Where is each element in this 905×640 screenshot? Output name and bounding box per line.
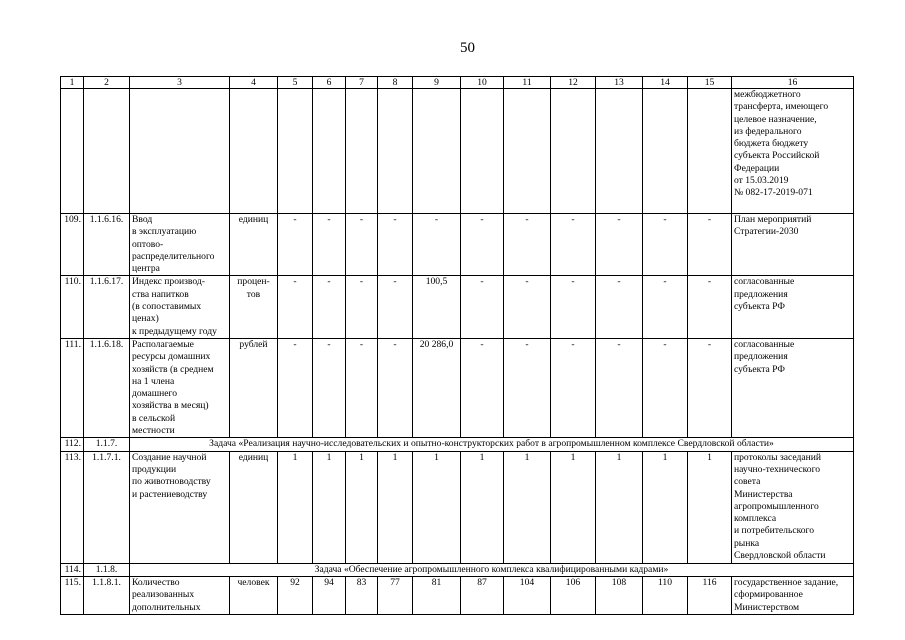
row-number: 111. <box>61 338 84 437</box>
row-value: - <box>378 214 413 276</box>
row-number: 112. <box>61 438 84 451</box>
row-value: 81 <box>413 576 461 614</box>
row-value: - <box>596 276 643 338</box>
row-value: 110 <box>643 576 688 614</box>
row-name: Индекс производ- ства напитков (в сопоставимых ценах) к предыдущему году <box>130 276 230 338</box>
row-value: 1 <box>596 451 643 563</box>
table-row <box>61 89 854 214</box>
row-value: 1 <box>504 451 551 563</box>
row-unit: человек <box>230 576 278 614</box>
column-header-row <box>61 77 854 89</box>
row-value: - <box>461 214 504 276</box>
row-value: - <box>688 338 732 437</box>
column-header: 3 <box>130 77 230 89</box>
table-row <box>61 338 854 437</box>
row-note: межбюджетного трансферта, имеющего целевое назначение, из федерального бюджета бюджету субъекта Российской Федерации от 15.03.2019 № 082-17-2019-071 <box>732 89 854 214</box>
row-value: - <box>461 338 504 437</box>
row-value: 116 <box>688 576 732 614</box>
row-value: - <box>643 214 688 276</box>
row-value: - <box>504 276 551 338</box>
table-row <box>61 451 854 563</box>
row-number: 110. <box>61 276 84 338</box>
row-code: 1.1.8.1. <box>84 576 130 614</box>
column-header: 13 <box>596 77 643 89</box>
row-value: - <box>688 276 732 338</box>
row-value: 1 <box>461 451 504 563</box>
row-value: - <box>551 338 596 437</box>
column-header: 14 <box>643 77 688 89</box>
row-number: 109. <box>61 214 84 276</box>
row-value: 1 <box>688 451 732 563</box>
row-value: 1 <box>313 451 346 563</box>
row-code: 1.1.7.1. <box>84 451 130 563</box>
row-value: - <box>643 338 688 437</box>
row-value: 1 <box>643 451 688 563</box>
column-header: 6 <box>313 77 346 89</box>
row-note: согласованные предложения субъекта РФ <box>732 338 854 437</box>
row-value: 1 <box>551 451 596 563</box>
task-title: Задача «Реализация научно-исследовательских и опытно-конструкторских работ в агропромышленном комплексе Свердловской области» <box>130 438 854 451</box>
column-header: 10 <box>461 77 504 89</box>
column-header: 2 <box>84 77 130 89</box>
row-value: - <box>504 338 551 437</box>
column-header: 1 <box>61 77 84 89</box>
page-number: 50 <box>460 40 475 56</box>
column-header: 5 <box>278 77 313 89</box>
table-row <box>61 214 854 276</box>
row-note: План мероприятий Стратегии-2030 <box>732 214 854 276</box>
row-name: Ввод в эксплуатацию оптово- распределительного центра <box>130 214 230 276</box>
row-value: 1 <box>278 451 313 563</box>
row-value: - <box>378 276 413 338</box>
table-row <box>61 276 854 338</box>
row-note: согласованные предложения субъекта РФ <box>732 276 854 338</box>
row-value: - <box>461 276 504 338</box>
row-value: - <box>313 338 346 437</box>
column-header: 9 <box>413 77 461 89</box>
row-value: - <box>551 276 596 338</box>
row-value: 106 <box>551 576 596 614</box>
row-note: государственное задание, сформированное Министерством <box>732 576 854 614</box>
row-code: 1.1.6.18. <box>84 338 130 437</box>
column-header: 11 <box>504 77 551 89</box>
row-value: - <box>313 214 346 276</box>
row-number: 115. <box>61 576 84 614</box>
row-name: Создание научной продукции по животноводству и растениеводству <box>130 451 230 563</box>
column-header: 16 <box>732 77 854 89</box>
row-number: 114. <box>61 563 84 576</box>
row-value: 1 <box>378 451 413 563</box>
row-value: 77 <box>378 576 413 614</box>
task-row <box>61 563 854 576</box>
row-unit: рублей <box>230 338 278 437</box>
task-title: Задача «Обеспечение агропромышленного комплекса квалифицированными кадрами» <box>130 563 854 576</box>
indicators-table <box>60 76 854 615</box>
column-header: 4 <box>230 77 278 89</box>
row-value: - <box>504 214 551 276</box>
row-code: 1.1.8. <box>84 563 130 576</box>
column-header: 7 <box>346 77 378 89</box>
row-value: - <box>278 276 313 338</box>
task-row <box>61 438 854 451</box>
column-header: 15 <box>688 77 732 89</box>
row-value: 83 <box>346 576 378 614</box>
row-value: - <box>413 214 461 276</box>
row-number: 113. <box>61 451 84 563</box>
column-header: 8 <box>378 77 413 89</box>
row-value: - <box>643 276 688 338</box>
row-value: - <box>346 276 378 338</box>
row-value: - <box>688 214 732 276</box>
row-value: - <box>278 214 313 276</box>
row-value: - <box>346 214 378 276</box>
table-row <box>61 576 854 614</box>
row-value: 87 <box>461 576 504 614</box>
row-unit: процен- тов <box>230 276 278 338</box>
row-value: - <box>378 338 413 437</box>
row-value: - <box>596 338 643 437</box>
row-value: 104 <box>504 576 551 614</box>
row-note: протоколы заседаний научно-технического совета Министерства агропромышленного комплекса и потребительского рынка Свердловской области <box>732 451 854 563</box>
row-value: - <box>313 276 346 338</box>
row-unit: единиц <box>230 451 278 563</box>
row-code: 1.1.6.16. <box>84 214 130 276</box>
row-code: 1.1.6.17. <box>84 276 130 338</box>
row-value: 94 <box>313 576 346 614</box>
row-value: 1 <box>413 451 461 563</box>
column-header: 12 <box>551 77 596 89</box>
row-value: - <box>596 214 643 276</box>
row-value: 20 286,0 <box>413 338 461 437</box>
row-value: - <box>346 338 378 437</box>
row-value: - <box>278 338 313 437</box>
row-value: 1 <box>346 451 378 563</box>
row-value: - <box>551 214 596 276</box>
row-unit: единиц <box>230 214 278 276</box>
row-value: 100,5 <box>413 276 461 338</box>
row-name: Располагаемые ресурсы домашних хозяйств (в среднем на 1 члена домашнего хозяйства в месяц) в сельской местности <box>130 338 230 437</box>
row-value: 108 <box>596 576 643 614</box>
row-code: 1.1.7. <box>84 438 130 451</box>
row-value: 92 <box>278 576 313 614</box>
row-name: Количество реализованных дополнительных <box>130 576 230 614</box>
